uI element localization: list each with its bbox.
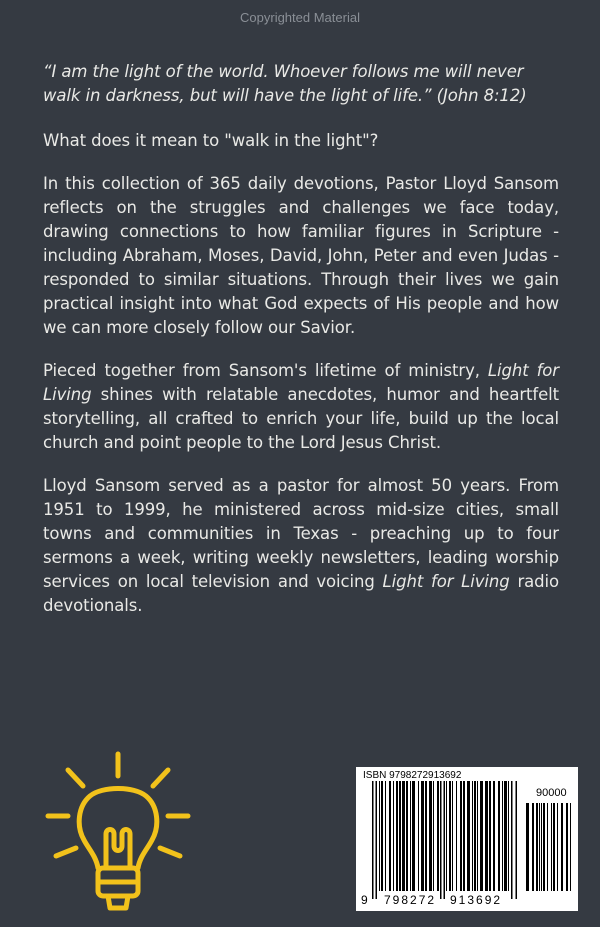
watermark: Copyrighted Material bbox=[240, 10, 360, 25]
isbn-label: ISBN 9798272913692 bbox=[363, 770, 462, 781]
barcode bbox=[356, 767, 578, 911]
barcode-digits bbox=[356, 893, 578, 909]
bio-text-a: Lloyd Sansom served as a pastor for almost 50 years. From 1951 to 1999, he ministered across mid-size cities, small towns and communities in Texas - preaching up to four sermons a week, writing weekly newsletters, leading worship services on local television and voicing bbox=[43, 476, 559, 591]
ministry-text-a: Pieced together from Sansom's lifetime of ministry, bbox=[43, 361, 488, 380]
ministry-text-b: shines with relatable anecdotes, humor and heartfelt storytelling, all crafted to enrich your life, build up the local church and point people to the Lord Jesus Christ. bbox=[43, 385, 559, 452]
book-title-radio: Light for Living bbox=[382, 572, 510, 591]
lead-question: What does it mean to "walk in the light"? bbox=[43, 131, 379, 150]
barcode-digit-group1: 798272 bbox=[384, 893, 437, 907]
author-bio-paragraph bbox=[43, 474, 559, 618]
price-code: 90000 bbox=[536, 787, 567, 799]
book-title: Light for Living bbox=[43, 361, 559, 404]
lightbulb-icon bbox=[38, 748, 198, 918]
description-paragraph: In this collection of 365 daily devotions, Pastor Lloyd Sansom reflects on the struggles and challenges we face today, drawing connections to how familiar figures in Scripture - including Abraham, Moses, David, John, Peter and even Judas - responded to similar situations. Through their lives we gain practical insight into what God expects of His people and how we can more closely follow our Savior. bbox=[43, 174, 559, 337]
barcode-digit-first: 9 bbox=[361, 893, 368, 907]
bio-text-b: radio devotionals. bbox=[43, 572, 559, 615]
back-cover-text bbox=[43, 60, 559, 637]
scripture-quote: “I am the light of the world. Whoever follows me will never walk in darkness, but will have the light of life.” (John 8:12) bbox=[43, 62, 527, 105]
barcode-digit-group2: 913692 bbox=[450, 893, 503, 907]
ministry-paragraph bbox=[43, 359, 559, 455]
